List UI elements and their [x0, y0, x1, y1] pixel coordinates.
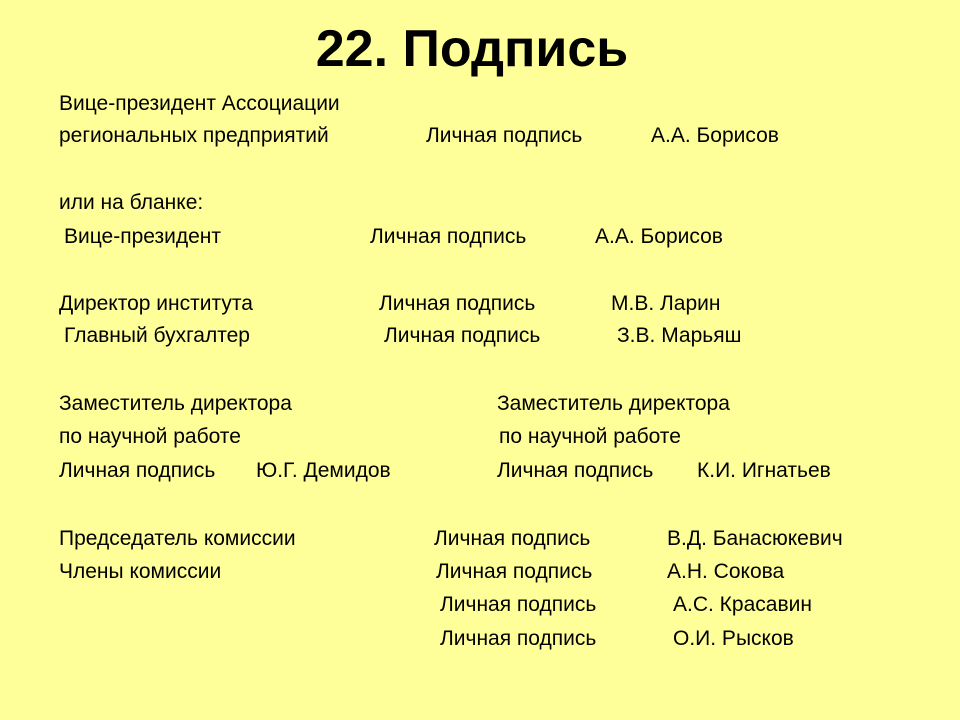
b2-signature: Личная подпись [370, 225, 527, 248]
b5-member-signature: Личная подпись [436, 560, 593, 583]
b4-left-line1: Заместитель директора [59, 392, 292, 415]
b5-members-label: Члены комиссии [59, 560, 222, 583]
b4-right-name: К.И. Игнатьев [697, 459, 831, 482]
b2-name: А.А. Борисов [595, 225, 723, 248]
b3-row1-position: Директор института [59, 292, 253, 315]
b5-member-signature: Личная подпись [440, 593, 597, 616]
b4-right-signature: Личная подпись [497, 459, 654, 482]
page-title: 22. Подпись [315, 20, 629, 78]
b4-left-line2: по научной работе [59, 425, 241, 448]
b1-position-line1: Вице-президент Ассоциации [59, 92, 340, 115]
b5-chair-name: В.Д. Банасюкевич [667, 527, 843, 550]
b3-row1-signature: Личная подпись [379, 292, 536, 315]
b1-name: А.А. Борисов [651, 124, 779, 147]
b1-signature: Личная подпись [426, 124, 583, 147]
b5-chair-position: Председатель комиссии [59, 527, 296, 550]
b3-row2-signature: Личная подпись [384, 324, 541, 347]
b2-intro: или на бланке: [59, 191, 204, 214]
b5-chair-signature: Личная подпись [434, 527, 591, 550]
b5-member-name: А.С. Красавин [673, 593, 812, 616]
b4-right-line2: по научной работе [499, 425, 681, 448]
b3-row2-name: З.В. Марьяш [617, 324, 742, 347]
b3-row1-name: М.В. Ларин [611, 292, 721, 315]
b5-member-name: А.Н. Сокова [667, 560, 785, 583]
b4-left-name: Ю.Г. Демидов [256, 459, 391, 482]
b1-position-line2: региональных предприятий [59, 124, 329, 147]
b4-left-signature: Личная подпись [59, 459, 216, 482]
b5-member-name: О.И. Рысков [673, 627, 794, 650]
b4-right-line1: Заместитель директора [497, 392, 730, 415]
b3-row2-position: Главный бухгалтер [64, 324, 250, 347]
b5-member-signature: Личная подпись [440, 627, 597, 650]
b2-position: Вице-президент [64, 225, 221, 248]
